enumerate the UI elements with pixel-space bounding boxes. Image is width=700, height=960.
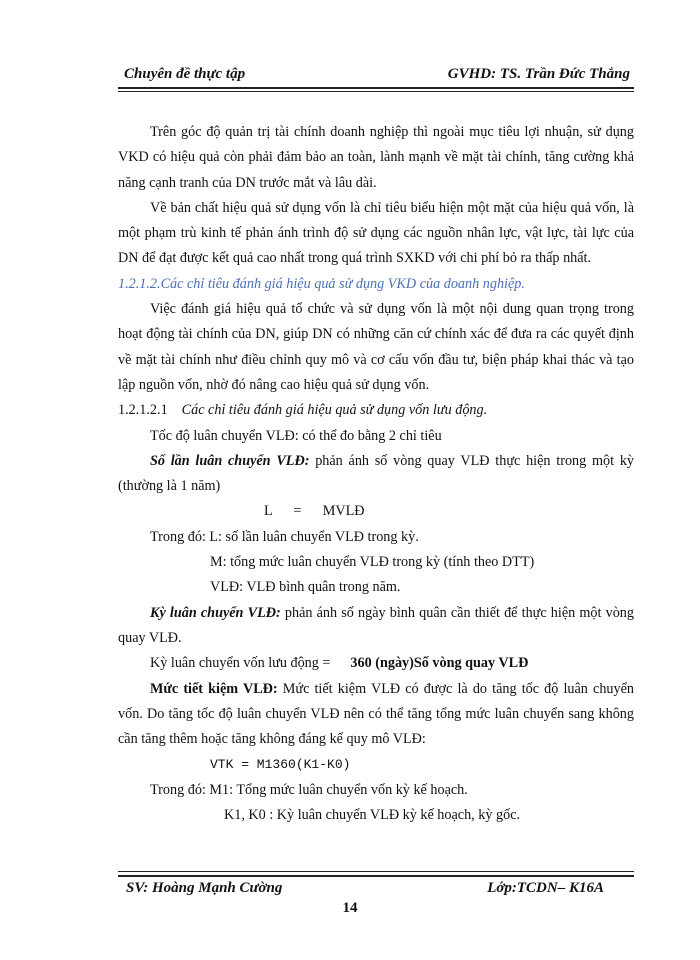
section-heading: 1.2.1.2.Các chỉ tiêu đánh giá hiệu quả sử dụng VKD của doanh nghiệp. xyxy=(118,275,525,292)
footer-rule-thick xyxy=(118,875,634,877)
paragraph-7-text: Mức tiết kiệm VLĐ có được là do tăng tốc độ luân chuyển vốn. Do tăng tốc độ luân chuyển VLĐ nên có thể tăng tổng mức luân chuyển sang không cần tăng thêm hoặc tăng không đáng kể quy mô VLĐ: xyxy=(118,680,634,748)
term-turnover-count: Số lần luân chuyển VLĐ: xyxy=(150,452,310,469)
formula-period xyxy=(118,651,634,676)
paragraph-4: Tốc độ luân chuyển VLĐ: có thể đo bằng 2 chỉ tiêu xyxy=(150,427,442,444)
paragraph-1: Trên góc độ quản trị tài chính doanh nghiệp thì ngoài mục tiêu lợi nhuận, sử dụng VKD có hiệu quả còn phải đảm bảo an toàn, lành mạnh về mặt tài chính, tăng cường khả năng cạnh tranh của DN trước mắt và lâu dài. xyxy=(118,124,634,191)
definition-k1-k0: K1, K0 : Kỳ luân chuyển VLĐ kỳ kế hoạch, kỳ gốc. xyxy=(224,807,521,824)
subsection-number: 1.2.1.2.1 xyxy=(118,402,168,419)
definition-vld: VLĐ: VLĐ bình quân trong năm. xyxy=(210,579,401,596)
header-rule-thin xyxy=(118,91,634,92)
term-savings: Mức tiết kiệm VLĐ: xyxy=(150,680,278,697)
paragraph-5 xyxy=(118,449,634,500)
footer-rule-thin xyxy=(118,871,634,872)
paragraph-2: Về bản chất hiệu quả sử dụng vốn là chỉ tiêu biểu hiện một mặt của hiệu quả vốn, là một phạm trù kinh tế phản ánh trình độ sử dụng các nguồn nhân lực, vật lực, tài lực của DN để đạt được kết quả cao nhất trong quá trình SXKD với chi phí bỏ ra thấp nhất. xyxy=(118,199,634,267)
paragraph-3: Việc đánh giá hiệu quả tổ chức và sử dụng vốn là một nội dung quan trọng trong hoạt động tài chính của DN, giúp DN có những căn cứ chính xác để đưa ra các quyết định về mặt tài chính như điều chỉnh quy mô và cơ cấu vốn đầu tư, biện pháp khai thác và tạo lập nguồn vốn, nhờ đó nâng cao hiệu quả sử dụng vốn. xyxy=(118,301,634,393)
subsection-title: Các chỉ tiêu đánh giá hiệu quả sử dụng vốn lưu động. xyxy=(181,402,488,419)
term-turnover-period: Kỳ luân chuyển VLĐ: xyxy=(150,604,281,621)
formula-savings: VTK = M1360(K1-K0) xyxy=(210,757,351,773)
header-right: GVHD: TS. Trần Đức Thắng xyxy=(447,66,630,82)
footer-left: SV: Hoàng Mạnh Cường xyxy=(126,880,283,896)
paragraph-7 xyxy=(118,677,634,753)
formula-period-label: Kỳ luân chuyển vốn lưu động = xyxy=(150,655,331,672)
paragraph-5-text: phản ánh số vòng quay VLĐ thực hiện trong một kỳ (thường là 1 năm) xyxy=(118,452,635,495)
page-body xyxy=(118,120,634,828)
definition-m1: Trong đó: M1: Tổng mức luân chuyển vốn kỳ kế hoạch. xyxy=(150,781,468,798)
definition-m: M: tổng mức luân chuyển VLĐ trong kỳ (tính theo DTT) xyxy=(210,554,535,571)
footer-right: Lớp:TCDN– K16A xyxy=(487,880,604,896)
page-number: 14 xyxy=(342,900,358,916)
header-left: Chuyên đề thực tập xyxy=(124,66,246,82)
page-header xyxy=(118,64,634,86)
page-footer xyxy=(118,878,634,900)
formula-turnover: L = MVLĐ xyxy=(264,503,365,520)
definition-l: Trong đó: L: số lần luân chuyển VLĐ trong kỳ. xyxy=(150,528,419,545)
subsection-heading xyxy=(118,398,634,423)
header-rule-thick xyxy=(118,87,634,89)
paragraph-6-text: phản ánh số ngày bình quân cần thiết để thực hiện một vòng quay VLĐ. xyxy=(118,604,634,646)
paragraph-6 xyxy=(118,601,634,652)
formula-period-value: 360 (ngày)Số vòng quay VLĐ xyxy=(350,655,529,672)
